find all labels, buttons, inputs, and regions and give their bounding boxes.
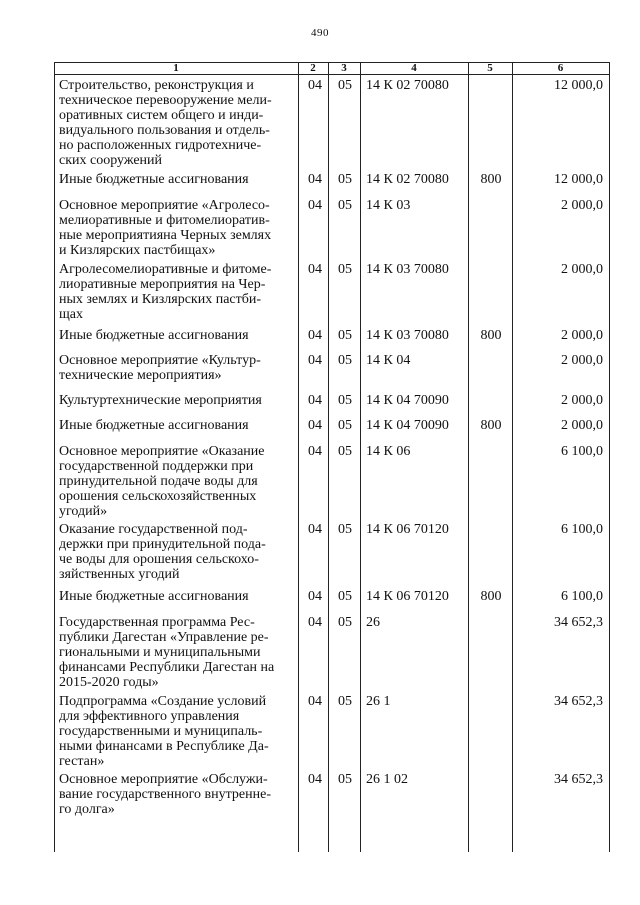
table-left-border: [54, 62, 55, 852]
row-subsection: 05: [338, 393, 352, 408]
row-name-line: видуального пользования и отдель-: [59, 123, 270, 138]
row-name-line: для эффективного управления: [59, 709, 240, 724]
row-target-code: 14 К 02 70080: [366, 172, 449, 187]
row-target-code: 14 К 06 70120: [366, 589, 449, 604]
row-target-code: 14 К 06: [366, 444, 411, 459]
row-amount: 2 000,0: [561, 328, 603, 343]
row-section: 04: [308, 262, 322, 277]
row-name-line: вание государственного внутренне-: [59, 787, 271, 802]
header-col-3: 3: [341, 62, 347, 74]
row-name: [59, 262, 299, 322]
row-name-line: Строительство, реконструкция и: [59, 78, 254, 93]
header-col-2: 2: [310, 62, 316, 74]
row-name-line: публики Дагестан «Управление ре-: [59, 630, 269, 645]
row-name-line: принудительной подаче воды для: [59, 474, 258, 489]
row-subsection: 05: [338, 615, 352, 630]
row-name-line: Иные бюджетные ассигнования: [59, 418, 249, 433]
row-name: [59, 172, 299, 187]
row-name-line: но расположенных гидротехниче-: [59, 138, 262, 153]
row-amount: 2 000,0: [561, 393, 603, 408]
row-name-line: зяйственных угодий: [59, 567, 180, 582]
row-target-code: 26 1: [366, 694, 391, 709]
row-name-line: Основное мероприятие «Культур-: [59, 353, 261, 368]
budget-table: [54, 62, 610, 852]
row-name: [59, 198, 299, 258]
row-name-line: государственными и муниципаль-: [59, 724, 263, 739]
row-name: [59, 522, 299, 582]
row-name-line: угодий»: [59, 504, 108, 519]
row-name-line: гиональными и муниципальными: [59, 645, 261, 660]
col-divider-2: [328, 62, 329, 852]
row-target-code: 14 К 02 70080: [366, 78, 449, 93]
col-divider-5: [512, 62, 513, 852]
row-amount: 2 000,0: [561, 418, 603, 433]
col-divider-3: [360, 62, 361, 852]
table-right-border: [609, 62, 610, 852]
row-name-line: Иные бюджетные ассигнования: [59, 328, 249, 343]
row-amount: 34 652,3: [554, 615, 603, 630]
row-name-line: ных землях и Кизлярских пастби-: [59, 292, 262, 307]
row-name-line: оративных систем общего и инди-: [59, 108, 264, 123]
row-name: [59, 694, 299, 769]
row-target-code: 14 К 06 70120: [366, 522, 449, 537]
row-subsection: 05: [338, 444, 352, 459]
row-name-line: че воды для орошения сельскохо-: [59, 552, 259, 567]
row-name-line: держки при принудительной пода-: [59, 537, 266, 552]
row-name-line: Агролесомелиоративные и фитоме-: [59, 262, 272, 277]
row-name-line: Оказание государственной под-: [59, 522, 248, 537]
row-section: 04: [308, 694, 322, 709]
row-section: 04: [308, 615, 322, 630]
row-name: [59, 615, 299, 690]
row-subsection: 05: [338, 772, 352, 787]
row-name-line: государственной поддержки при: [59, 459, 254, 474]
row-amount: 6 100,0: [561, 444, 603, 459]
row-amount: 2 000,0: [561, 262, 603, 277]
row-name-line: гестан»: [59, 754, 105, 769]
row-section: 04: [308, 198, 322, 213]
row-amount: 34 652,3: [554, 694, 603, 709]
row-name: [59, 353, 299, 383]
row-name: [59, 328, 299, 343]
row-amount: 2 000,0: [561, 198, 603, 213]
row-name-line: го долга»: [59, 802, 115, 817]
row-section: 04: [308, 78, 322, 93]
row-name-line: технические мероприятия»: [59, 368, 222, 383]
row-name: [59, 78, 299, 168]
row-name: [59, 772, 299, 817]
row-amount: 12 000,0: [554, 172, 603, 187]
row-target-code: 14 К 04 70090: [366, 418, 449, 433]
row-target-code: 14 К 04 70090: [366, 393, 449, 408]
header-col-6: 6: [557, 62, 564, 74]
row-subsection: 05: [338, 262, 352, 277]
row-name-line: ских сооружений: [59, 153, 163, 168]
row-name: [59, 444, 299, 519]
row-name-line: щах: [59, 307, 83, 322]
row-subsection: 05: [338, 418, 352, 433]
row-subsection: 05: [338, 694, 352, 709]
row-expense-type: 800: [480, 589, 502, 604]
row-name-line: орошения сельскохозяйственных: [59, 489, 257, 504]
row-name-line: Основное мероприятие «Оказание: [59, 444, 265, 459]
row-section: 04: [308, 328, 322, 343]
row-name-line: мелиоративные и фитомелиоратив-: [59, 213, 270, 228]
row-section: 04: [308, 522, 322, 537]
row-subsection: 05: [338, 353, 352, 368]
row-name-line: Подпрограмма «Создание условий: [59, 694, 267, 709]
row-amount: 6 100,0: [561, 522, 603, 537]
row-target-code: 14 К 04: [366, 353, 411, 368]
row-section: 04: [308, 418, 322, 433]
row-subsection: 05: [338, 522, 352, 537]
row-expense-type: 800: [480, 418, 502, 433]
row-expense-type: 800: [480, 172, 502, 187]
row-amount: 34 652,3: [554, 772, 603, 787]
row-name-line: техническое перевооружение мели-: [59, 93, 272, 108]
row-name-line: Иные бюджетные ассигнования: [59, 589, 249, 604]
row-target-code: 14 К 03: [366, 198, 411, 213]
row-section: 04: [308, 172, 322, 187]
row-section: 04: [308, 393, 322, 408]
row-subsection: 05: [338, 328, 352, 343]
header-bottom-border: [54, 74, 610, 75]
page-number: 490: [311, 27, 329, 39]
row-name-line: Культуртехнические мероприятия: [59, 393, 262, 408]
row-name-line: финансами Республики Дагестан на: [59, 660, 275, 675]
row-amount: 12 000,0: [554, 78, 603, 93]
row-name-line: ные мероприятияна Черных землях: [59, 228, 272, 243]
row-name-line: Государственная программа Рес-: [59, 615, 255, 630]
row-subsection: 05: [338, 198, 352, 213]
row-name-line: лиоративные мероприятия на Чер-: [59, 277, 266, 292]
header-col-5: 5: [487, 62, 493, 74]
row-name: [59, 393, 299, 408]
row-subsection: 05: [338, 589, 352, 604]
row-section: 04: [308, 353, 322, 368]
row-subsection: 05: [338, 78, 352, 93]
row-section: 04: [308, 772, 322, 787]
row-name-line: Основное мероприятие «Обслужи-: [59, 772, 268, 787]
row-section: 04: [308, 444, 322, 459]
row-name: [59, 418, 299, 433]
row-target-code: 14 К 03 70080: [366, 262, 449, 277]
header-col-4: 4: [411, 62, 417, 74]
row-name-line: ными финансами в Республике Да-: [59, 739, 269, 754]
row-name: [59, 589, 299, 604]
header-col-1: 1: [173, 62, 179, 74]
row-target-code: 14 К 03 70080: [366, 328, 449, 343]
row-section: 04: [308, 589, 322, 604]
row-name-line: Основное мероприятие «Агролесо-: [59, 198, 270, 213]
row-amount: 6 100,0: [561, 589, 603, 604]
row-name-line: 2015-2020 годы»: [59, 675, 159, 690]
row-target-code: 26 1 02: [366, 772, 408, 787]
row-target-code: 26: [366, 615, 380, 630]
row-amount: 2 000,0: [561, 353, 603, 368]
row-name-line: Иные бюджетные ассигнования: [59, 172, 249, 187]
row-expense-type: 800: [480, 328, 502, 343]
row-name-line: и Кизлярских пастбищах»: [59, 243, 216, 258]
row-subsection: 05: [338, 172, 352, 187]
